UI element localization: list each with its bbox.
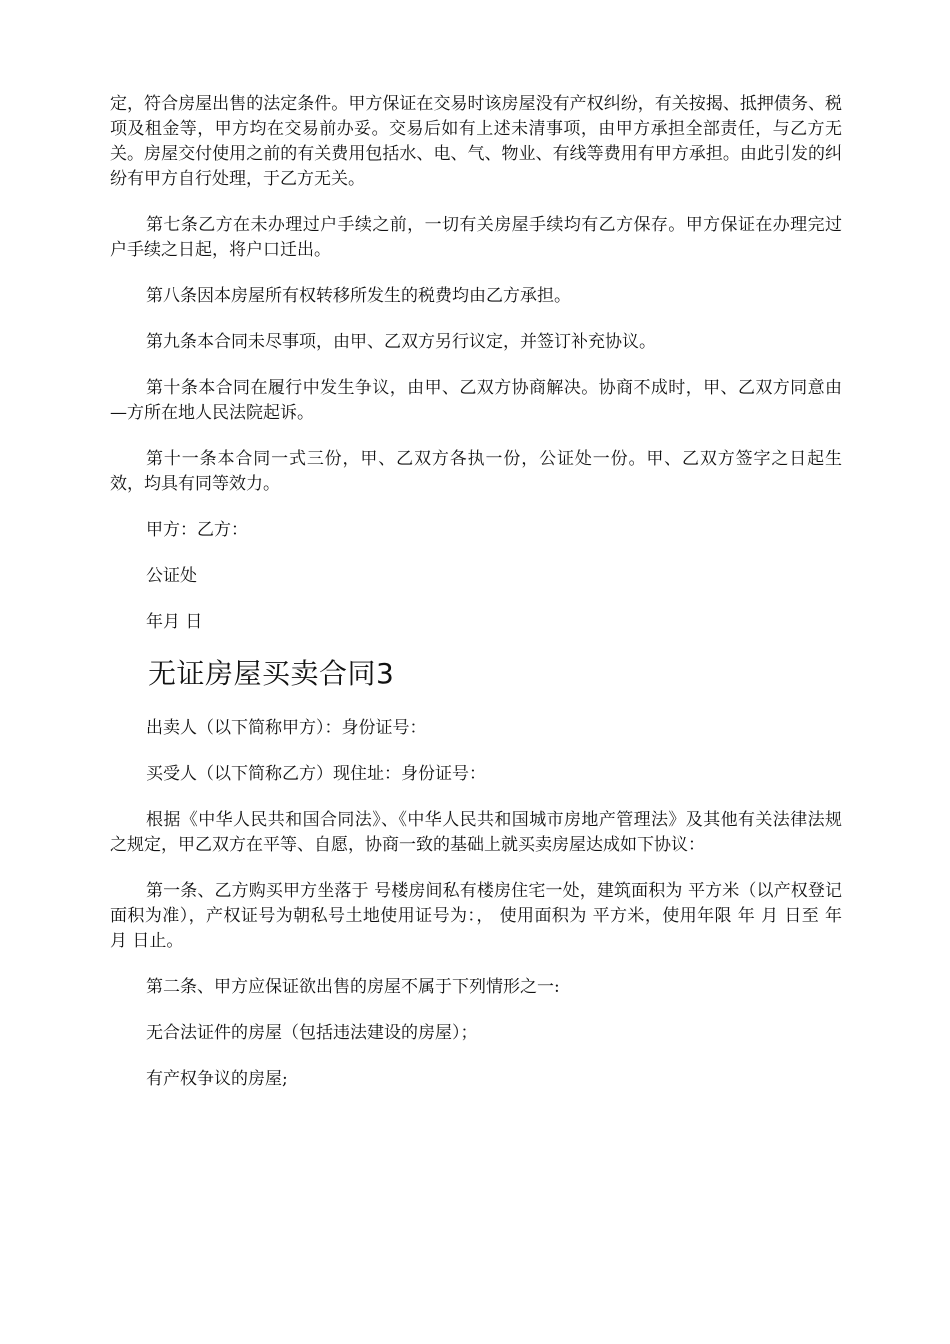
signature-date: 年月 日 — [146, 612, 203, 632]
notary-office: 公证处 — [146, 566, 197, 586]
document-page — [110, 92, 842, 1113]
preamble: 根据《中华人民共和国合同法》、《中华人民共和国城市房地产管理法》及其他有关法律法规之规定，甲乙双方在平等、自愿，协商一致的基础上就买卖房屋达成如下协议： — [110, 810, 842, 855]
article-2: 第二条、甲方应保证欲出售的房屋不属于下列情形之一: — [146, 977, 560, 997]
clause-7: 第七条乙方在未办理过户手续之前，一切有关房屋手续均有乙方保存。甲方保证在办理完过户手续之日起，将户口迁出。 — [110, 215, 842, 260]
buyer-line: 买受人（以下简称乙方）现住址：身份证号： — [146, 764, 486, 784]
clause-9: 第九条本合同未尽事项，由甲、乙双方另行议定，并签订补充协议。 — [146, 332, 656, 352]
clause-10: 第十条本合同在履行中发生争议，由甲、乙双方协商解决。协商不成时，甲、乙双方同意由—方所在地人民法院起诉。 — [110, 378, 842, 423]
clause-8: 第八条因本房屋所有权转移所发生的税费均由乙方承担。 — [146, 286, 571, 306]
clause-continuation: 定，符合房屋出售的法定条件。甲方保证在交易时该房屋没有产权纠纷，有关按揭、抵押债务、税项及租金等，甲方均在交易前办妥。交易后如有上述未清事项，由甲方承担全部责任，与乙方无关。房屋交付使用之前的有关费用包括水、电、气、物业、有线等费用有甲方承担。由此引发的纠纷有甲方自行处理，于乙方无关。 — [110, 94, 842, 189]
signature-parties: 甲方：乙方： — [146, 520, 248, 540]
article-2-item-2: 有产权争议的房屋; — [146, 1069, 288, 1089]
clause-11: 第十一条本合同一式三份，甲、乙双方各执一份，公证处一份。甲、乙双方签字之日起生效，均具有同等效力。 — [110, 449, 842, 494]
seller-line: 出卖人（以下简称甲方）：身份证号： — [146, 718, 427, 738]
article-1: 第一条、乙方购买甲方坐落于 号楼房间私有楼房住宅一处，建筑面积为 平方米（以产权登记面积为准），产权证号为朝私号土地使用证号为：， 使用面积为 平方米，使用年限 年 月 日至 年 月 日止。 — [110, 881, 842, 951]
contract-title: 无证房屋买卖合同3 — [148, 657, 395, 690]
article-2-item-1: 无合法证件的房屋（包括违法建设的房屋）； — [146, 1023, 478, 1043]
